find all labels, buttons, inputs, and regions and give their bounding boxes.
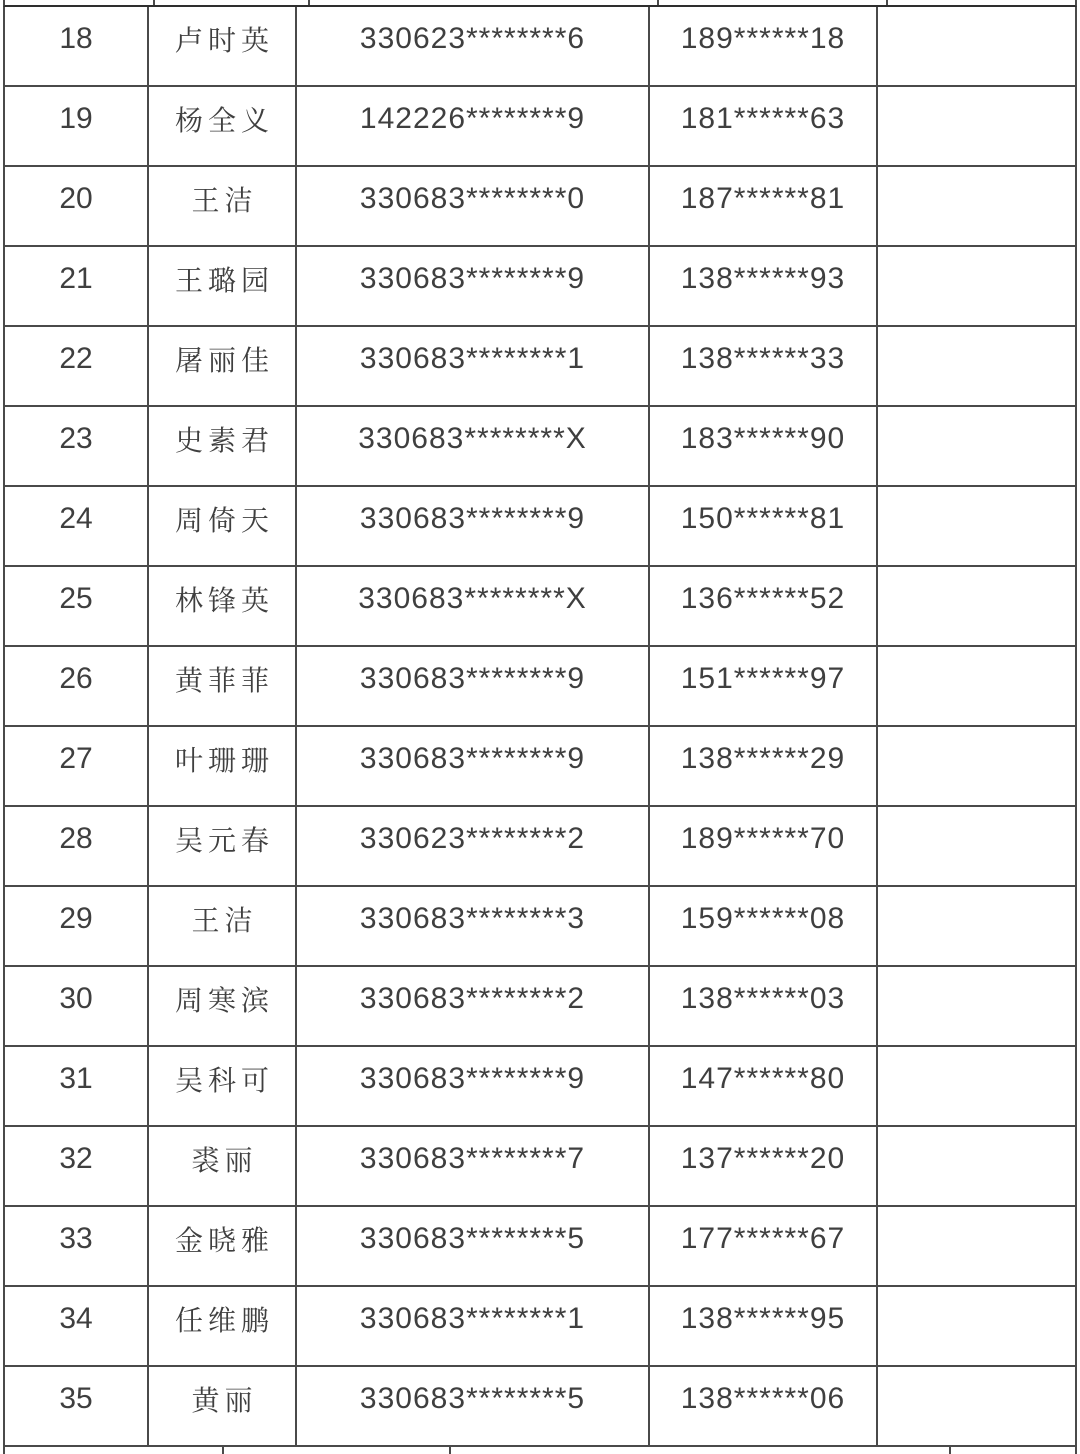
row-number-cell: 34 xyxy=(5,1287,149,1365)
empty-cell xyxy=(878,647,1075,725)
name-cell: 杨全义 xyxy=(149,87,297,165)
table-row xyxy=(3,1207,1077,1287)
row-number-cell: 24 xyxy=(5,487,149,565)
table-row xyxy=(3,327,1077,407)
name-cell: 金晓雅 xyxy=(149,1207,297,1285)
id-number-cell: 330683********3 xyxy=(297,887,650,965)
empty-cell xyxy=(878,7,1075,85)
partial-row-bottom xyxy=(3,1447,1077,1454)
name-cell: 吴科可 xyxy=(149,1047,297,1125)
id-number-cell: 330683********0 xyxy=(297,167,650,245)
table-row xyxy=(3,1367,1077,1447)
row-number-cell: 18 xyxy=(5,7,149,85)
id-number-cell: 330683********9 xyxy=(297,1047,650,1125)
partial-row-top xyxy=(3,0,1077,7)
id-number-cell: 330683********9 xyxy=(297,727,650,805)
id-number-cell: 330683********X xyxy=(297,567,650,645)
phone-number-cell: 138******33 xyxy=(650,327,878,405)
id-number-cell: 330683********9 xyxy=(297,647,650,725)
empty-cell xyxy=(878,407,1075,485)
empty-cell xyxy=(878,87,1075,165)
empty-cell xyxy=(878,727,1075,805)
row-number-cell: 32 xyxy=(5,1127,149,1205)
phone-number-cell: 136******52 xyxy=(650,567,878,645)
table-row xyxy=(3,567,1077,647)
name-cell: 史素君 xyxy=(149,407,297,485)
row-number-cell: 29 xyxy=(5,887,149,965)
name-cell: 屠丽佳 xyxy=(149,327,297,405)
phone-number-cell: 189******70 xyxy=(650,807,878,885)
phone-number-cell: 187******81 xyxy=(650,167,878,245)
phone-number-cell: 181******63 xyxy=(650,87,878,165)
table-row xyxy=(3,967,1077,1047)
grid-line xyxy=(657,0,659,5)
table-row xyxy=(3,167,1077,247)
name-cell: 黄丽 xyxy=(149,1367,297,1445)
row-number-cell: 35 xyxy=(5,1367,149,1445)
row-number-cell: 19 xyxy=(5,87,149,165)
empty-cell xyxy=(878,967,1075,1045)
id-number-cell: 330683********5 xyxy=(297,1367,650,1445)
row-number-cell: 23 xyxy=(5,407,149,485)
row-number-cell: 26 xyxy=(5,647,149,725)
empty-cell xyxy=(878,887,1075,965)
grid-line xyxy=(449,1447,451,1454)
grid-line xyxy=(308,0,310,5)
empty-cell xyxy=(878,487,1075,565)
phone-number-cell: 147******80 xyxy=(650,1047,878,1125)
table-row xyxy=(3,1287,1077,1367)
name-cell: 卢时英 xyxy=(149,7,297,85)
id-number-cell: 330683********7 xyxy=(297,1127,650,1205)
row-number-cell: 33 xyxy=(5,1207,149,1285)
empty-cell xyxy=(878,1287,1075,1365)
table-row xyxy=(3,1047,1077,1127)
grid-line xyxy=(222,1447,224,1454)
id-number-cell: 330683********9 xyxy=(297,247,650,325)
phone-number-cell: 138******29 xyxy=(650,727,878,805)
phone-number-cell: 150******81 xyxy=(650,487,878,565)
row-number-cell: 28 xyxy=(5,807,149,885)
row-number-cell: 30 xyxy=(5,967,149,1045)
row-number-cell: 20 xyxy=(5,167,149,245)
phone-number-cell: 138******06 xyxy=(650,1367,878,1445)
name-cell: 叶珊珊 xyxy=(149,727,297,805)
roster-table xyxy=(3,0,1077,1454)
phone-number-cell: 151******97 xyxy=(650,647,878,725)
name-cell: 周寒滨 xyxy=(149,967,297,1045)
phone-number-cell: 183******90 xyxy=(650,407,878,485)
table-row xyxy=(3,487,1077,567)
table-row xyxy=(3,7,1077,87)
row-number-cell: 25 xyxy=(5,567,149,645)
row-number-cell: 31 xyxy=(5,1047,149,1125)
empty-cell xyxy=(878,807,1075,885)
phone-number-cell: 138******93 xyxy=(650,247,878,325)
table-row xyxy=(3,887,1077,967)
grid-line xyxy=(153,0,155,5)
row-number-cell: 21 xyxy=(5,247,149,325)
name-cell: 吴元春 xyxy=(149,807,297,885)
id-number-cell: 330683********9 xyxy=(297,487,650,565)
table-row xyxy=(3,647,1077,727)
id-number-cell: 330683********5 xyxy=(297,1207,650,1285)
id-number-cell: 330623********6 xyxy=(297,7,650,85)
id-number-cell: 330683********2 xyxy=(297,967,650,1045)
empty-cell xyxy=(878,247,1075,325)
grid-line xyxy=(949,1447,951,1454)
row-number-cell: 27 xyxy=(5,727,149,805)
empty-cell xyxy=(878,567,1075,645)
row-number-cell: 22 xyxy=(5,327,149,405)
phone-number-cell: 137******20 xyxy=(650,1127,878,1205)
empty-cell xyxy=(878,1127,1075,1205)
name-cell: 王璐园 xyxy=(149,247,297,325)
table-row xyxy=(3,1127,1077,1207)
phone-number-cell: 177******67 xyxy=(650,1207,878,1285)
table-row xyxy=(3,727,1077,807)
empty-cell xyxy=(878,1047,1075,1125)
table-row xyxy=(3,247,1077,327)
name-cell: 黄菲菲 xyxy=(149,647,297,725)
phone-number-cell: 159******08 xyxy=(650,887,878,965)
phone-number-cell: 138******03 xyxy=(650,967,878,1045)
phone-number-cell: 189******18 xyxy=(650,7,878,85)
id-number-cell: 330683********1 xyxy=(297,1287,650,1365)
name-cell: 裘丽 xyxy=(149,1127,297,1205)
grid-line xyxy=(886,0,888,5)
id-number-cell: 330683********1 xyxy=(297,327,650,405)
phone-number-cell: 138******95 xyxy=(650,1287,878,1365)
name-cell: 王洁 xyxy=(149,887,297,965)
name-cell: 周倚天 xyxy=(149,487,297,565)
empty-cell xyxy=(878,167,1075,245)
table-row xyxy=(3,407,1077,487)
empty-cell xyxy=(878,327,1075,405)
empty-cell xyxy=(878,1207,1075,1285)
table-row xyxy=(3,87,1077,167)
name-cell: 林锋英 xyxy=(149,567,297,645)
name-cell: 任维鹏 xyxy=(149,1287,297,1365)
id-number-cell: 142226********9 xyxy=(297,87,650,165)
table-body xyxy=(3,7,1077,1447)
id-number-cell: 330683********X xyxy=(297,407,650,485)
empty-cell xyxy=(878,1367,1075,1445)
table-row xyxy=(3,807,1077,887)
name-cell: 王洁 xyxy=(149,167,297,245)
id-number-cell: 330623********2 xyxy=(297,807,650,885)
